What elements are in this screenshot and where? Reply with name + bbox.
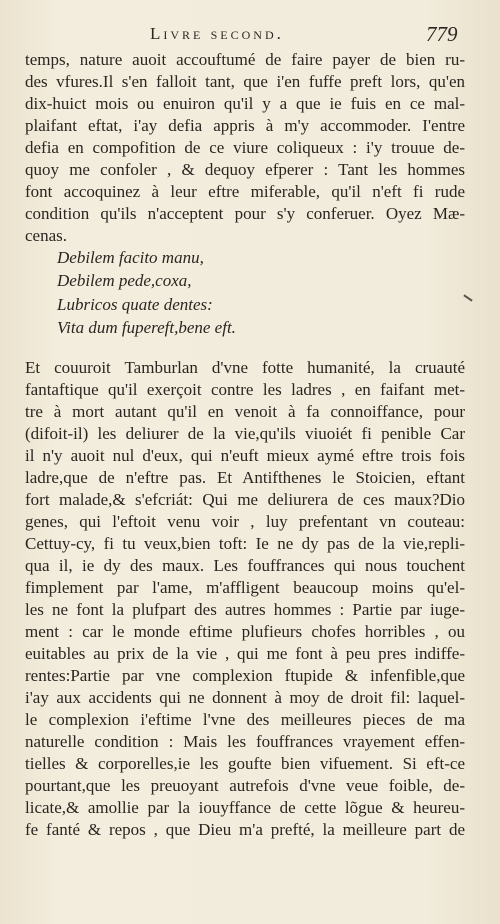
text-line: quoy me confoler , & dequoy efperer : Tant les hommes	[25, 160, 465, 179]
text-line: naturelle condition : Mais les fouffrances vrayement effen-	[25, 732, 465, 751]
verse-line: Debilem facito manu,	[57, 248, 204, 267]
text-line: fe fanté & repos , que Dieu m'a prefté, la meilleure part de	[25, 820, 465, 839]
text-line: licate,& amollie par la iouyffance de cette lõgue & heureu-	[25, 798, 465, 817]
text-line: les ne font la plufpart des autres hommes : Partie par iuge-	[25, 600, 465, 619]
text-line: fort malade,& s'efcriát: Qui me deliurera de ces maux?Dio	[25, 490, 465, 509]
text-line: le complexion i'eftime l'vne des meilleures pieces de ma	[25, 710, 465, 729]
text-line: tielles & corporelles,ie les goufte bien vifuement. Si eft-ce	[25, 754, 465, 773]
text-line: ment : car le monde eftime plufieurs chofes horribles , ou	[25, 622, 465, 641]
text-line: temps, nature auoit accouftumé de faire payer de bien ru-	[25, 50, 465, 69]
text-line: rentes:Partie par vne complexion ftupide & infenfible,que	[25, 666, 465, 685]
text-line: Cettuy-cy, fi tu veux,bien toft: Ie ne dy pas de la vie,repli-	[25, 534, 465, 553]
text-line: defia en compofition de ce viure coliqueux : i'y trouue de-	[25, 138, 465, 157]
text-line: des vfures.Il s'en falloit tant, que i'en fuffe preft lors, qu'en	[25, 72, 465, 91]
text-line: fantaftique qu'il exerçoit contre les ladres , en faifant met-	[25, 380, 465, 399]
text-line: cenas.	[25, 226, 68, 245]
text-line: plaifant eftat, i'ay defia appris à m'y accommoder. I'entre	[25, 116, 465, 135]
text-line: euitables au prix de la vie , qui me font à peu pres indiffe-	[25, 644, 465, 663]
text-line: ladre,que de n'eftre pas. Et Antifthenes le Stoicien, eftant	[25, 468, 465, 487]
verse-line: Debilem pede,coxa,	[57, 271, 192, 290]
page-number: 779	[426, 22, 458, 46]
text-line: i'ay aux accidents qui ne donnent à moy de droit fil: laquel-	[25, 688, 465, 707]
text-line: (difoit-il) les deliurer de la vie,qu'ils viuoiét fi penible Car	[25, 424, 465, 443]
text-line: tre à mort autant qu'il en venoit à fa connoiffance, pour	[25, 402, 465, 421]
verse-line: Vita dum fupereft,bene eft.	[57, 318, 236, 337]
text-line: pourtant,que les preuoyant autrefois d'vne veue foible, de-	[25, 776, 465, 795]
text-line: genes, qui l'eftoit venu voir , luy prefentant vn couteau:	[25, 512, 465, 531]
running-title: Livre second.	[150, 24, 284, 43]
margin-mark	[463, 294, 472, 301]
verse-line: Lubricos quate dentes:	[57, 295, 213, 314]
text-line: condition qu'ils n'acceptent pour s'y conferuer. Oyez Mæ-	[25, 204, 465, 223]
text-line: font accoquinez à leur eftre miferable, qu'il n'eft fi rude	[25, 182, 465, 201]
text-line: dix-huict mois ou enuiron qu'il y a que ie fuis en ce mal-	[25, 94, 465, 113]
text-line: il n'y auoit nul d'eux, qui n'euft mieux aymé eftre trois fois	[25, 446, 465, 465]
text-line: qua il, ie dy des maux. Les fouffrances qui nous touchent	[25, 556, 465, 575]
text-line: Et couuroit Tamburlan d'vne fotte humanité, la cruauté	[25, 358, 465, 377]
text-line: fimplement par l'ame, m'affligent beaucoup moins qu'el-	[25, 578, 465, 597]
page-header	[0, 24, 500, 48]
